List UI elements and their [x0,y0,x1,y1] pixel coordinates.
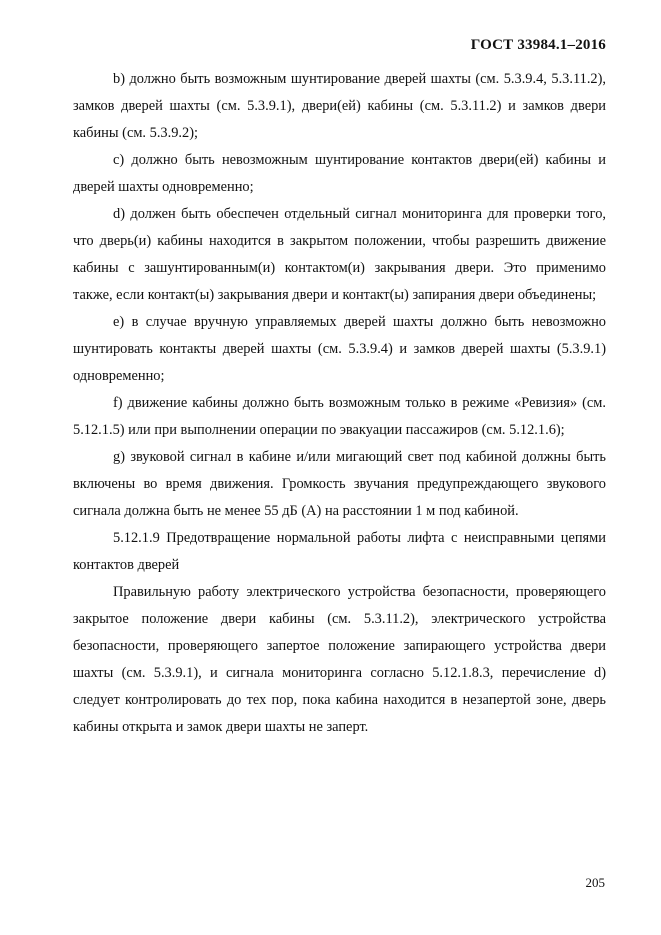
paragraph-item-c: c) должно быть невозможным шунтирование контактов двери(ей) кабины и дверей шахты одновременно; [73,152,606,195]
paragraph-item-f: f) движение кабины должно быть возможным только в режиме «Ревизия» (см. 5.12.1.5) или при выполнении операции по эвакуации пассажиров (см. 5.12.1.6); [73,395,606,438]
paragraph-item-b: b) должно быть возможным шунтирование дверей шахты (см. 5.3.9.4, 5.3.11.2), замков дверей шахты (см. 5.3.9.1), двери(ей) кабины (см. 5.3.11.2) и замков двери кабины (см. 5.3.9.2); [73,71,606,141]
standard-code-header: ГОСТ 33984.1–2016 [470,37,606,53]
paragraph-item-d: d) должен быть обеспечен отдельный сигнал мониторинга для проверки того, что дверь(и) кабины находится в закрытом положении, чтобы разрешить движение кабины с зашунтированным(и) контактом(и) закрывания двери. Это применимо также, если контакт(ы) закрывания двери и контакт(ы) запирания двери объединены; [73,206,606,303]
section-paragraph: Правильную работу электрического устройства безопасности, проверяющего закрытое положение двери кабины (см. 5.3.11.2), электрического устройства безопасности, проверяющего запертое положение запирающего устройства двери шахты (см. 5.3.9.1), и сигнала мониторинга согласно 5.12.1.8.3, перечисление d) следует контролировать до тех пор, пока кабина находится в незапертой зоне, дверь кабины открыта и замок двери шахты не заперт. [73,584,606,735]
document-body [73,66,606,741]
paragraph-item-g: g) звуковой сигнал в кабине и/или мигающий свет под кабиной должны быть включены во время движения. Громкость звучания предупреждающего звукового сигнала должна быть не менее 55 дБ (А) на расстоянии 1 м под кабиной. [73,449,606,519]
section-heading: 5.12.1.9 Предотвращение нормальной работы лифта с неисправными цепями контактов дверей [73,530,606,573]
page-number: 205 [585,875,605,890]
paragraph-item-e: e) в случае вручную управляемых дверей шахты должно быть невозможно шунтировать контакты дверей шахты (см. 5.3.9.4) и замков дверей шахты (5.3.9.1) одновременно; [73,314,606,384]
